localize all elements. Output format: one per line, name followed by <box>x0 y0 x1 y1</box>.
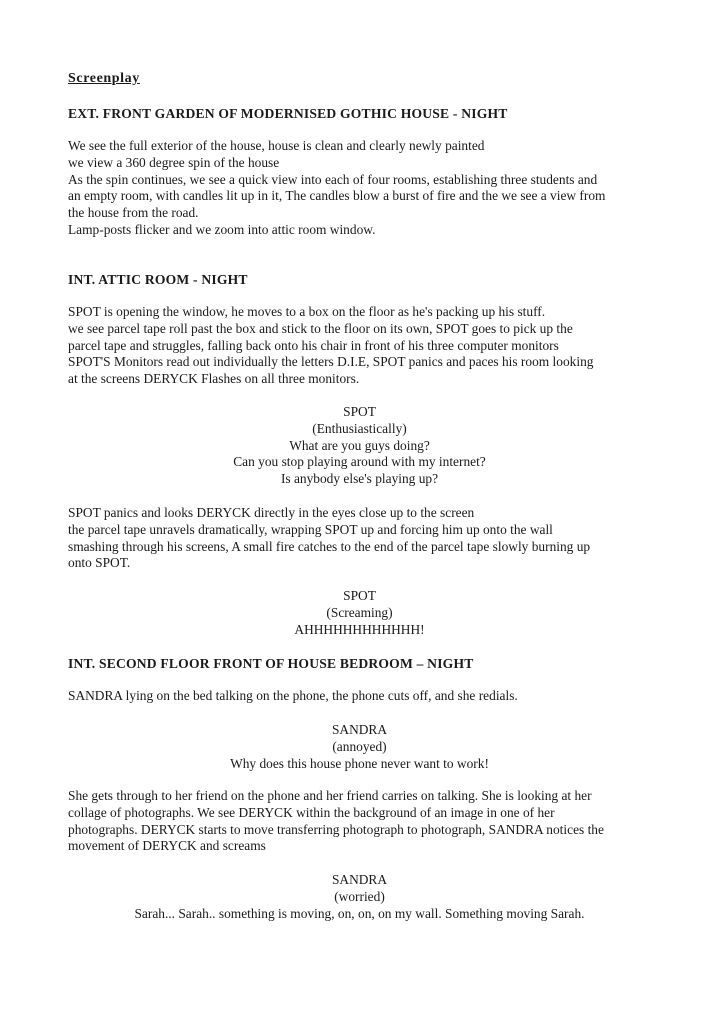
action-line: the parcel tape unravels dramatically, wrapping SPOT up and forcing him up onto the wall <box>68 521 553 537</box>
scene-heading-3: INT. SECOND FLOOR FRONT OF HOUSE BEDROOM – NIGHT <box>68 656 474 671</box>
scene-2-action-1 <box>68 304 658 388</box>
action-line: onto SPOT. <box>68 555 131 571</box>
action-line: SPOT panics and looks DERYCK directly in the eyes close up to the screen <box>68 505 475 520</box>
scene-2-dialogue-2 <box>0 588 719 638</box>
scene-3-action-2 <box>68 788 658 855</box>
action-line: collage of photographs. We see DERYCK within the background of an image in one of her <box>68 804 555 820</box>
action-line: SPOT is opening the window, he moves to a box on the floor as he's packing up his stuff. <box>68 304 546 319</box>
scene-2-dialogue-1 <box>0 404 719 488</box>
scene-3-dialogue-2 <box>0 872 719 922</box>
parenthetical: (annoyed) <box>332 738 387 754</box>
action-line: photographs. DERYCK starts to move transferring photograph to photograph, SANDRA notices the <box>68 821 604 837</box>
dialogue-line: Why does this house phone never want to work! <box>230 755 489 771</box>
scene-heading-1: EXT. FRONT GARDEN OF MODERNISED GOTHIC HOUSE - NIGHT <box>68 106 508 121</box>
dialogue-line: AHHHHHHHHHHHH! <box>294 621 425 637</box>
action-line: SANDRA lying on the bed talking on the phone, the phone cuts off, and she redials. <box>68 688 518 703</box>
scene-2-action-2 <box>68 505 658 572</box>
action-line: Lamp-posts flicker and we zoom into attic room window. <box>68 221 376 237</box>
scene-1-action <box>68 138 658 239</box>
scene-3-action-1 <box>68 688 658 705</box>
action-line: SPOT'S Monitors read out individually the letters D.I.E, SPOT panics and paces his room looking <box>68 354 594 370</box>
action-line: As the spin continues, we see a quick view into each of four rooms, establishing three students and <box>68 171 598 187</box>
action-line: We see the full exterior of the house, house is clean and clearly newly painted <box>68 138 485 153</box>
scene-heading-2: INT. ATTIC ROOM - NIGHT <box>68 272 248 287</box>
action-line: we see parcel tape roll past the box and stick to the floor on its own, SPOT goes to pick up the <box>68 320 573 336</box>
action-line: parcel tape and struggles, falling back onto his chair in front of his three computer monitors <box>68 337 559 353</box>
action-line: we view a 360 degree spin of the house <box>68 154 280 170</box>
dialogue-line: Sarah... Sarah.. something is moving, on, on, on my wall. Something moving Sarah. <box>134 905 585 921</box>
character-name: SPOT <box>343 588 376 603</box>
document-title: Screenplay <box>68 71 140 86</box>
scene-3-dialogue-1 <box>0 722 719 772</box>
action-line: smashing through his screens, A small fire catches to the end of the parcel tape slowly burning up <box>68 538 591 554</box>
dialogue-line: Is anybody else's playing up? <box>280 471 439 487</box>
character-name: SANDRA <box>331 872 388 887</box>
character-name: SPOT <box>343 404 376 419</box>
action-line: movement of DERYCK and screams <box>68 838 266 854</box>
character-name: SANDRA <box>331 722 388 737</box>
parenthetical: (worried) <box>334 888 385 904</box>
parenthetical: (Screaming) <box>326 604 393 620</box>
parenthetical: (Enthusiastically) <box>312 420 407 436</box>
dialogue-line: What are you guys doing? <box>289 437 430 453</box>
action-line: She gets through to her friend on the phone and her friend carries on talking. She is looking at her <box>68 788 592 803</box>
dialogue-line: Can you stop playing around with my internet? <box>233 454 486 470</box>
action-line: at the screens DERYCK Flashes on all three monitors. <box>68 371 360 387</box>
action-line: the house from the road. <box>68 205 199 221</box>
action-line: an empty room, with candles lit up in it, The candles blow a burst of fire and the we see a view from <box>68 188 606 204</box>
